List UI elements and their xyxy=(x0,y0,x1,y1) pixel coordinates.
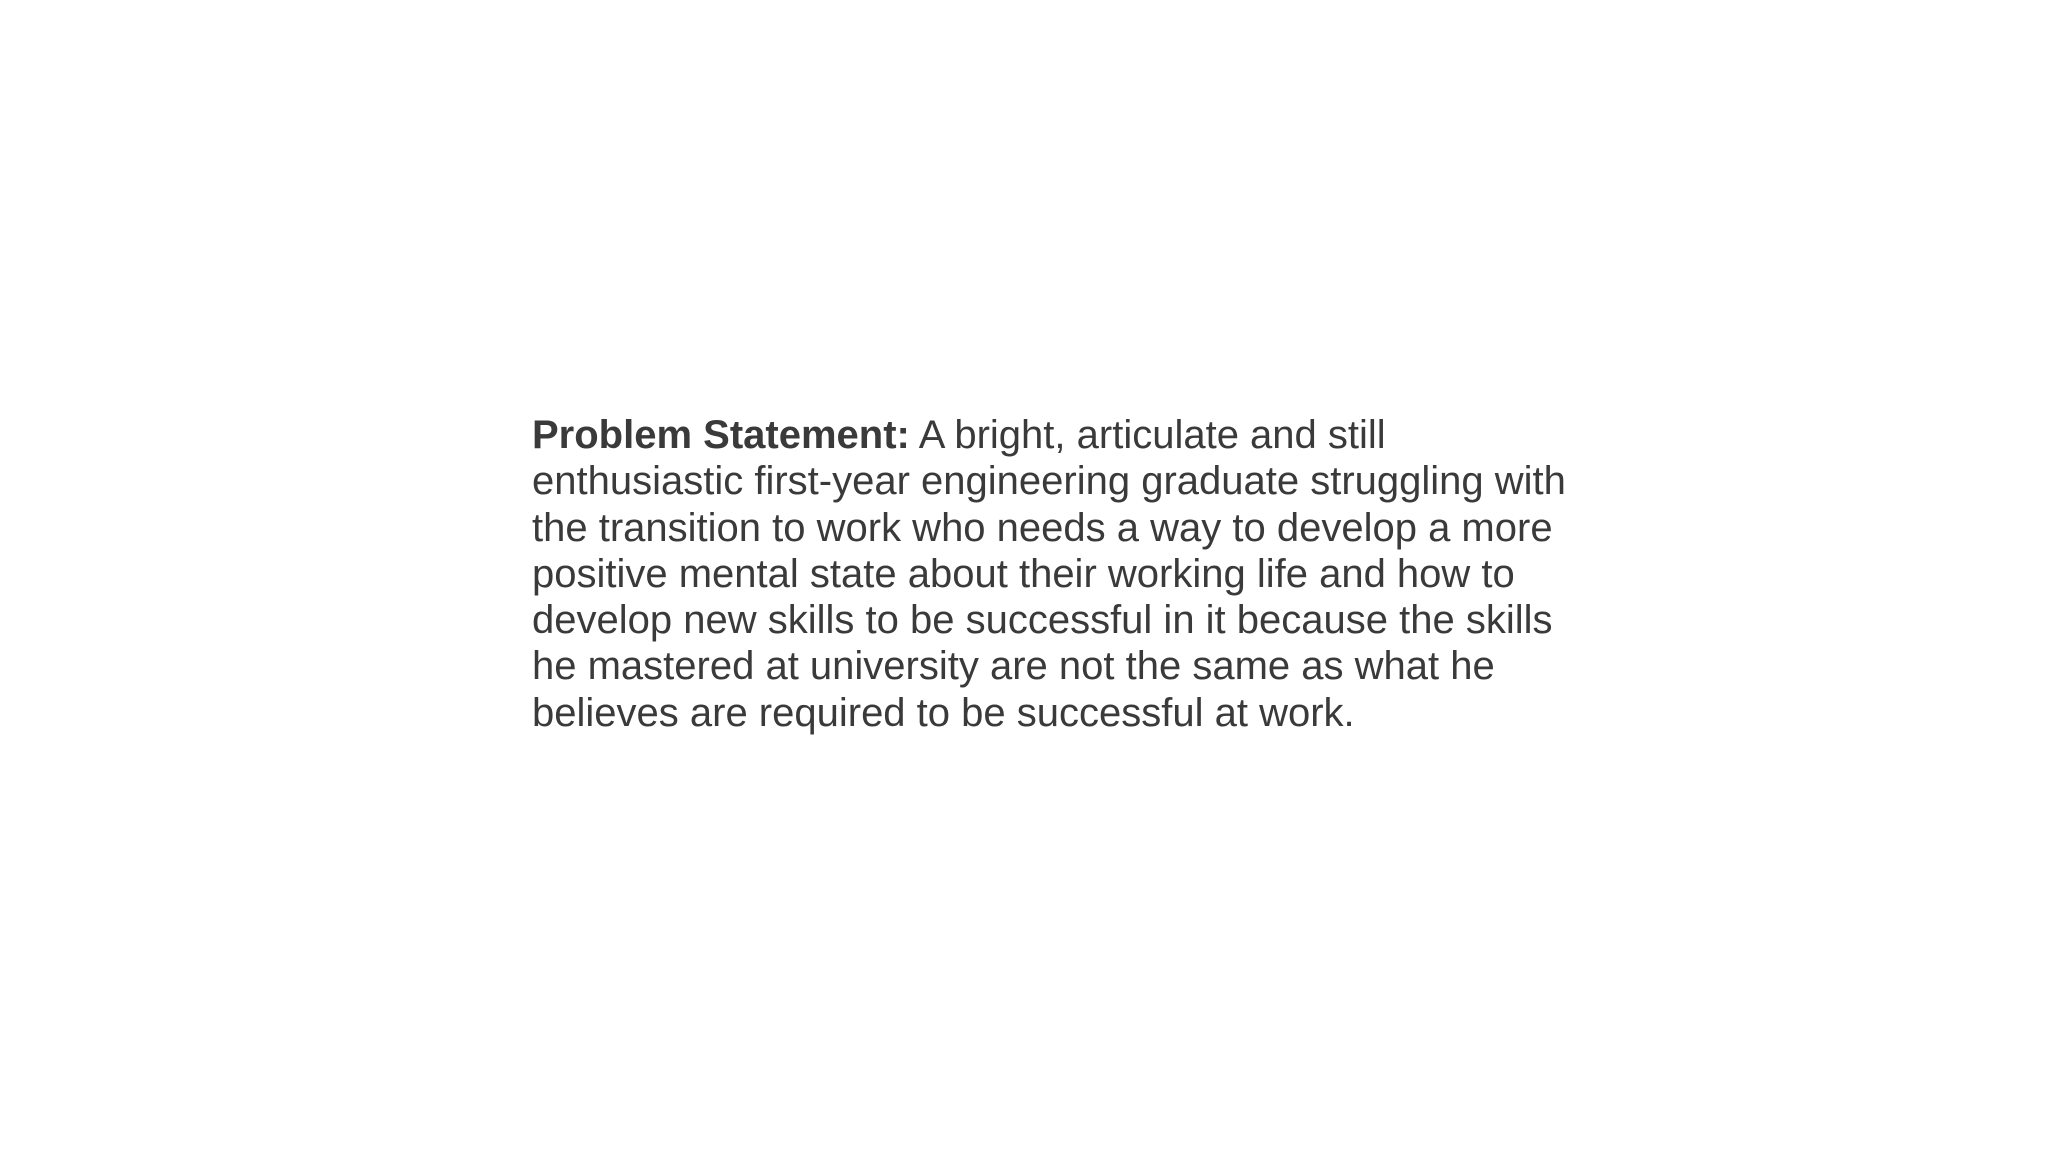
text-line: develop new skills to be successful in it because the skills xyxy=(532,598,1553,643)
problem-statement-label: Problem Statement: xyxy=(532,413,910,457)
problem-statement-paragraph xyxy=(532,412,1566,736)
text-line: positive mental state about their working life and how to xyxy=(532,551,1515,596)
text-line: the transition to work who needs a way to develop a more xyxy=(532,505,1553,550)
text-line: enthusiastic first-year engineering graduate struggling with xyxy=(532,459,1566,504)
text-line: he mastered at university are not the same as what he xyxy=(532,644,1495,689)
text-line: believes are required to be successful at work. xyxy=(532,690,1355,735)
text-line xyxy=(532,412,1552,458)
text-line-content: A bright, articulate and still xyxy=(909,413,1386,457)
